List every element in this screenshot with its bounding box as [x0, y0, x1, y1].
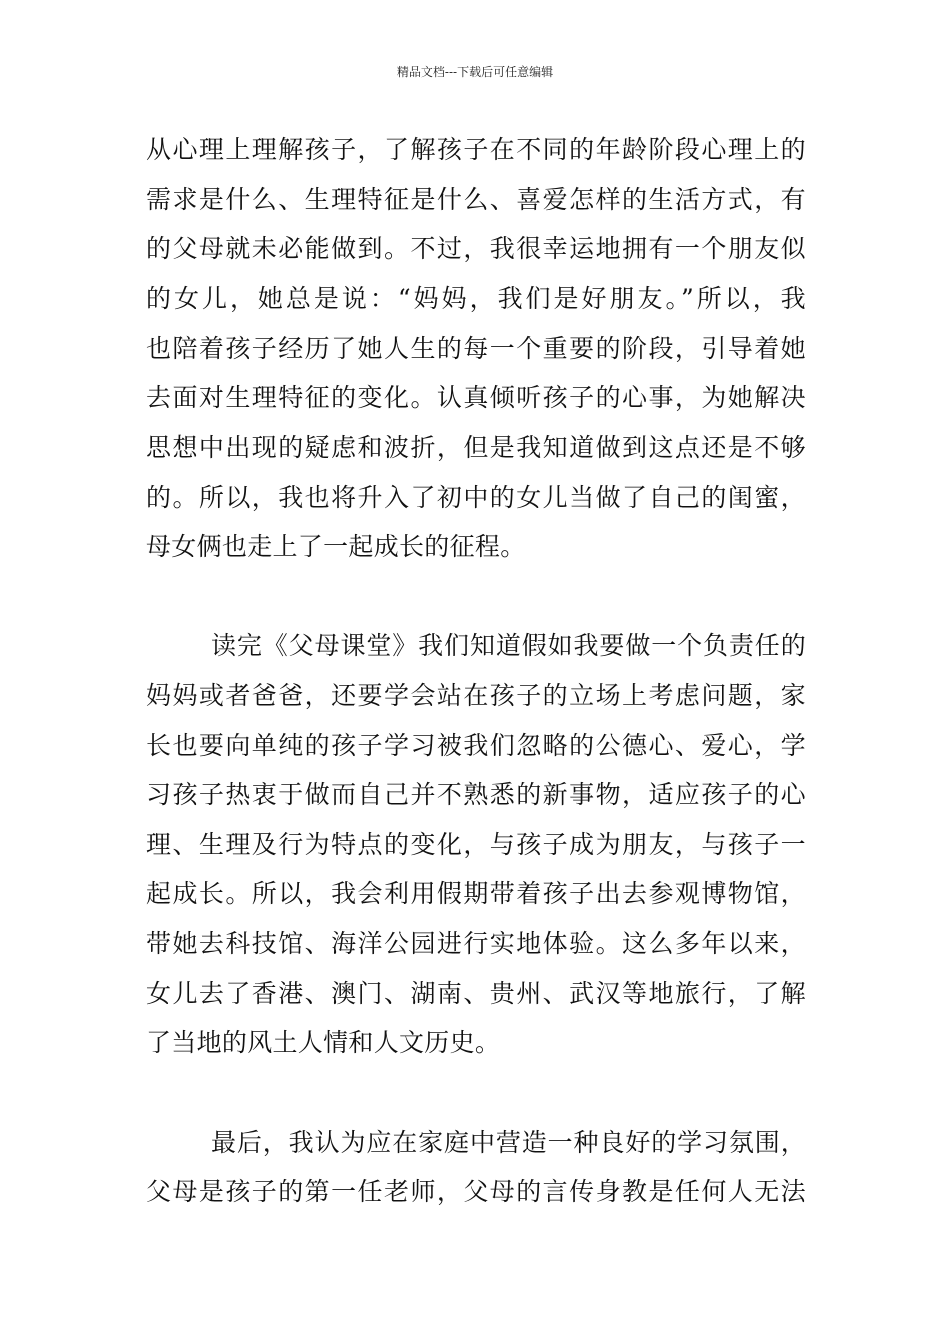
paragraph-1-line-7: 思想中出现的疑虑和波折，但是我知道做到这点还是不够: [146, 433, 806, 462]
paragraph-1-line-8: 的。所以，我也将升入了初中的女儿当做了自己的闺蜜，: [146, 483, 806, 512]
page-header: 精品文档---下载后可任意编辑: [396, 65, 554, 79]
paragraph-2-line-9: 了当地的风土人情和人文历史。: [146, 1028, 501, 1057]
paragraph-1-line-5: 也陪着孩子经历了她人生的每一个重要的阶段，引导着她: [146, 334, 806, 363]
paragraph-2-line-5: 理、生理及行为特点的变化，与孩子成为朋友，与孩子一: [146, 830, 806, 859]
paragraph-1-line-4: 的女儿，她总是说：“妈妈，我们是好朋友。”所以，我: [146, 284, 806, 313]
paragraph-3-line-1: 最后，我认为应在家庭中营造一种良好的学习氛围，: [211, 1128, 806, 1157]
paragraph-2-line-6: 起成长。所以，我会利用假期带着孩子出去参观博物馆，: [146, 879, 806, 908]
paragraph-1-line-9: 母女俩也走上了一起成长的征程。: [146, 532, 526, 561]
paragraph-2-line-8: 女儿去了香港、澳门、湖南、贵州、武汉等地旅行，了解: [146, 979, 806, 1008]
paragraph-2-line-3: 长也要向单纯的孩子学习被我们忽略的公德心、爱心，学: [146, 731, 806, 760]
paragraph-2-line-7: 带她去科技馆、海洋公园进行实地体验。这么多年以来，: [146, 929, 806, 958]
paragraph-2-line-2: 妈妈或者爸爸，还要学会站在孩子的立场上考虑问题，家: [146, 681, 806, 710]
paragraph-2-line-4: 习孩子热衷于做而自己并不熟悉的新事物，适应孩子的心: [146, 780, 806, 809]
paragraph-3-line-2: 父母是孩子的第一任老师，父母的言传身教是任何人无法: [146, 1177, 806, 1206]
paragraph-1-line-3: 的父母就未必能做到。不过，我很幸运地拥有一个朋友似: [146, 234, 806, 263]
paragraph-2-line-1: 读完《父母课堂》我们知道假如我要做一个负责任的: [211, 631, 806, 660]
paragraph-1-line-2: 需求是什么、生理特征是什么、喜爱怎样的生活方式，有: [146, 185, 806, 214]
paragraph-1-line-1: 从心理上理解孩子，了解孩子在不同的年龄阶段心理上的: [146, 135, 806, 164]
paragraph-1-line-6: 去面对生理特征的变化。认真倾听孩子的心事，为她解决: [146, 383, 806, 412]
